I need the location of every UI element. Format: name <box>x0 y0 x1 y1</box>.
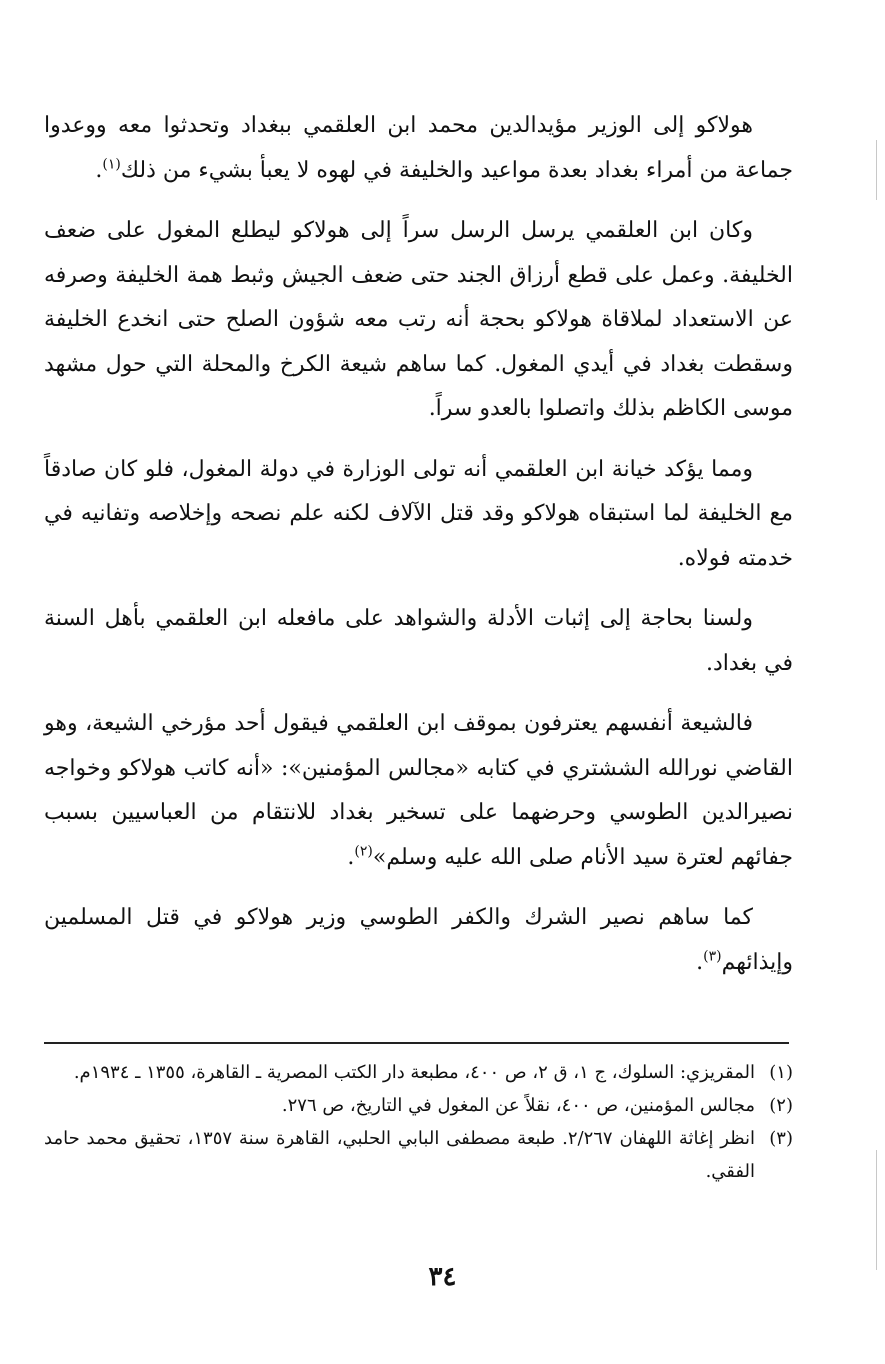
footnote-text: انظر إغاثة اللهفان ٢/٢٦٧. طبعة مصطفى البابي الحلبي، القاهرة سنة ١٣٥٧، تحقيق محمد حامد الفقي. <box>44 1128 756 1182</box>
footnotes <box>44 1056 793 1188</box>
footnote-text: مجالس المؤمنين، ص ٤٠٠، نقلاً عن المغول في التاريخ، ص ٢٧٦. <box>281 1095 755 1116</box>
footnote-ref-3[interactable]: (٣) <box>703 948 722 965</box>
footnote-ref-2[interactable]: (٢) <box>354 843 373 860</box>
paragraph-3: ومما يؤكد خيانة ابن العلقمي أنه تولى الوزارة في دولة المغول، فلو كان صادقاً مع الخليفة لما استبقاه هولاكو وقد قتل الآلاف لكنه علم نصحه وإخلاصه وتفانيه في خدمته فولاه. <box>44 456 793 571</box>
footnote-3 <box>44 1122 793 1188</box>
footnote-number: (١) <box>769 1062 793 1083</box>
paragraph-1: هولاكو إلى الوزير مؤيدالدين محمد ابن العلقمي ببغداد وتحدثوا معه ووعدوا جماعة من أمراء بغداد بعدة مواعيد والخليفة في لهوه لا يعبأ بشيء من ذلك$^{(١)}$. <box>44 113 793 183</box>
footnote-1 <box>44 1056 793 1089</box>
footnote-text: المقريزي: السلوك، ج ١، ق ٢، ص ٤٠٠، مطبعة دار الكتب المصرية ـ القاهرة، ١٣٥٥ ـ ١٩٣٤م. <box>73 1062 755 1083</box>
paragraph-4: ولسنا بحاجة إلى إثبات الأدلة والشواهد على مافعله ابن العلقمي بأهل السنة في بغداد. <box>44 606 793 676</box>
footnote-2 <box>44 1089 793 1122</box>
main-text <box>44 104 793 1001</box>
scan-edge-mark <box>876 140 877 200</box>
footnote-number: (٣) <box>769 1128 793 1149</box>
paragraph-5: فالشيعة أنفسهم يعترفون بموقف ابن العلقمي فيقول أحد مؤرخي الشيعة، وهو القاضي نورالله الششتري في كتابه «مجالس المؤمنين»: «أنه كاتب هولاكو وخواجه نصيرالدين الطوسي وحرضهما على تسخير بغداد للانتقام من العباسيين بسبب جفائهم لعترة سيد الأنام صلى الله عليه وسلم»$^{(٢)}$. <box>44 711 793 870</box>
scan-edge-mark <box>876 1150 877 1270</box>
footnote-number: (٢) <box>769 1095 793 1116</box>
footnote-divider <box>44 1042 789 1044</box>
paragraph-2: وكان ابن العلقمي يرسل الرسل سراً إلى هولاكو ليطلع المغول على ضعف الخليفة. وعمل على قطع أرزاق الجند حتى ضعف الجيش وثبط همة الخليفة وصرفه عن الاستعداد لملاقاة هولاكو بحجة أنه رتب معه شؤون الصلح حتى انخدع الخليفة وسقطت بغداد في أيدي المغول. كما ساهم شيعة الكرخ والمحلة التي حول مشهد موسى الكاظم بذلك واتصلوا بالعدو سراً. <box>44 218 793 421</box>
page-number: ٣٤ <box>428 1262 457 1292</box>
footnote-ref-1[interactable]: (١) <box>102 156 121 173</box>
paragraph-6: كما ساهم نصير الشرك والكفر الطوسي وزير هولاكو في قتل المسلمين وإيذائهم$^{(٣)}$. <box>44 905 793 975</box>
